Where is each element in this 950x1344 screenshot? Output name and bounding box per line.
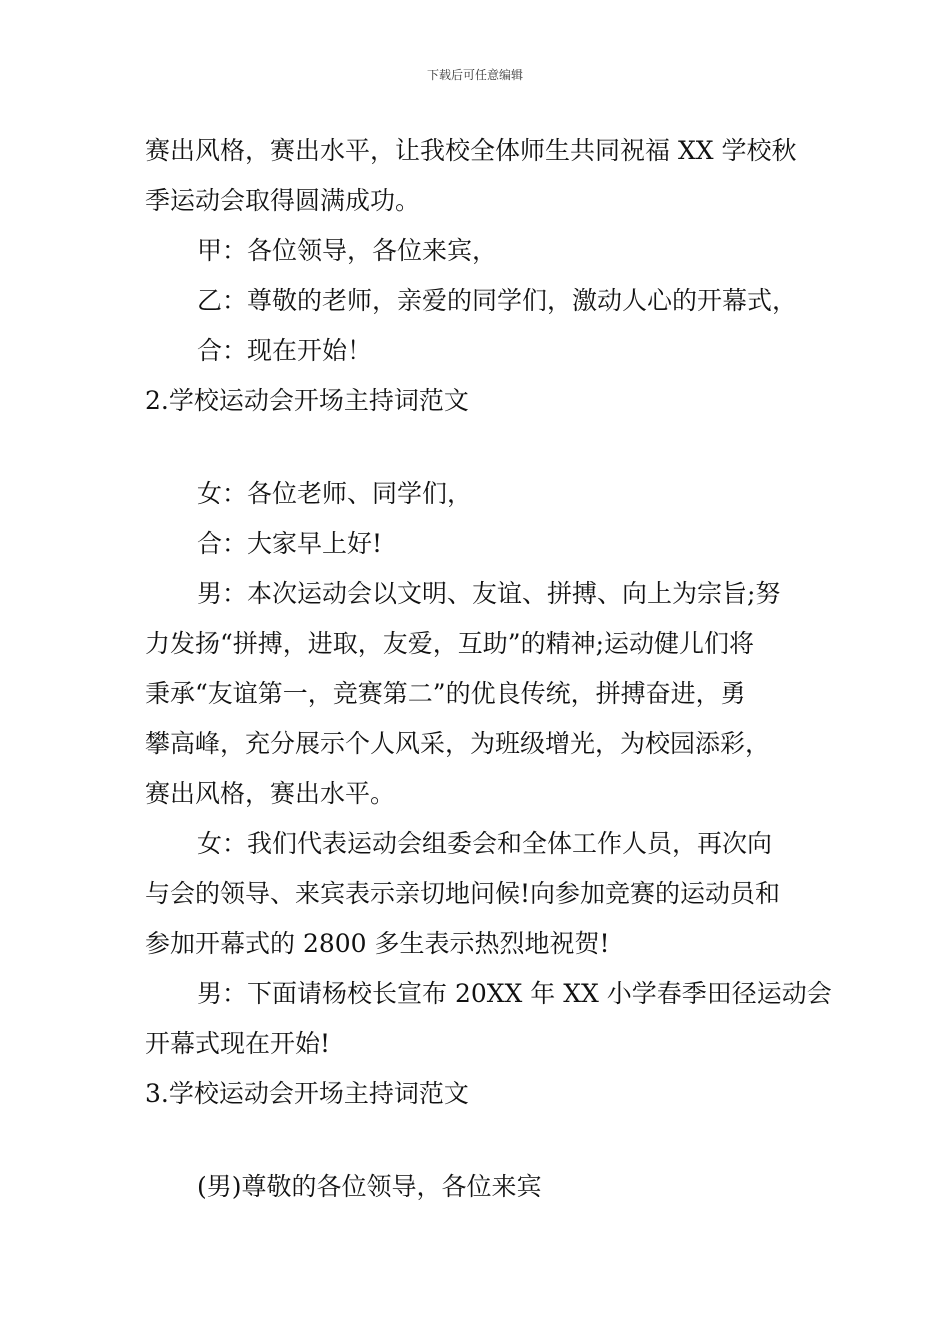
text-line: 女：各位老师、同学们，: [197, 479, 473, 508]
blank-line: [145, 1119, 810, 1162]
text-line: 攀高峰，充分展示个人风采，为班级增光，为校园添彩，: [145, 729, 771, 758]
blank-line: [145, 426, 810, 469]
text-line: 合：大家早上好!: [197, 529, 383, 558]
text-line: 男：下面请杨校长宣布 20XX 年 XX 小学春季田径运动会: [197, 979, 832, 1008]
text-line: 季运动会取得圆满成功。: [145, 186, 421, 215]
text-line: 参加开幕式的 2800 多生表示热烈地祝贺!: [145, 929, 610, 958]
text-line: 女：我们代表运动会组委会和全体工作人员，再次向: [197, 829, 773, 858]
text-line: 赛出风格，赛出水平。: [145, 779, 396, 808]
text-line: 甲：各位领导，各位来宾，: [197, 236, 498, 265]
page-header: 下载后可任意编辑: [426, 68, 523, 82]
text-line: 男：本次运动会以文明、友谊、拼搏、向上为宗旨;努: [197, 579, 781, 608]
text-line: 赛出风格，赛出水平，让我校全体师生共同祝福 XX 学校秋: [145, 136, 797, 165]
text-line: 2.学校运动会开场主持词范文: [145, 386, 469, 415]
text-line: 力发扬“拼搏，进取，友爱，互助”的精神;运动健儿们将: [145, 629, 754, 658]
text-line: 开幕式现在开始!: [145, 1029, 331, 1058]
text-line: 3.学校运动会开场主持词范文: [145, 1079, 469, 1108]
text-line: 合：现在开始！: [197, 336, 373, 365]
document-body: [145, 126, 832, 1212]
text-line: 乙：尊敬的老师，亲爱的同学们，激动人心的开幕式，: [197, 286, 798, 315]
text-line: 与会的领导、来宾表示亲切地问候!向参加竞赛的运动员和: [145, 879, 781, 908]
text-line: 秉承“友谊第一，竞赛第二”的优良传统，拼搏奋进，勇: [145, 679, 746, 708]
text-line: (男)尊敬的各位领导，各位来宾: [197, 1172, 542, 1201]
